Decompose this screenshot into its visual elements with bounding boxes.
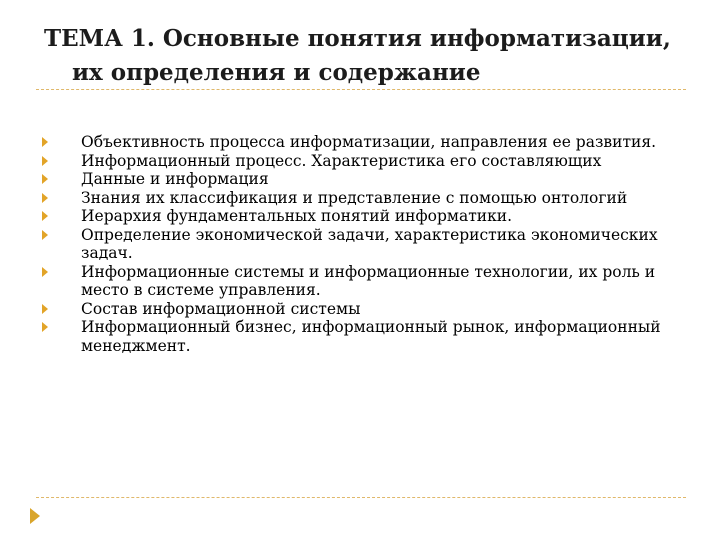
- list-item: [36, 226, 676, 263]
- list-item-text: Объективность процесса информатизации, направления ее развития.: [81, 133, 657, 151]
- list-item-text: Данные и информация: [81, 170, 269, 188]
- topic-list: [36, 133, 676, 355]
- list-item-text: Иерархия фундаментальных понятий информатики.: [81, 207, 513, 225]
- list-item: [36, 152, 676, 171]
- triangle-right-icon: [42, 304, 48, 314]
- title-line-1: ТЕМА 1. Основные понятия информатизации,: [44, 25, 671, 52]
- page-title: [44, 22, 694, 90]
- list-item-text: Знания их классификация и представление с помощью онтологий: [81, 188, 628, 207]
- bottom-divider: [36, 497, 686, 498]
- triangle-right-icon: [42, 174, 48, 184]
- top-divider: [36, 89, 686, 90]
- list-item-text: Информационные системы и информационные технологии, их роль и место в системе управления.: [81, 262, 656, 299]
- list-item: [36, 170, 676, 189]
- list-item: [36, 300, 676, 319]
- list-item-text: Определение экономической задачи, характеристика экономических задач.: [81, 225, 658, 262]
- list-item: [36, 318, 676, 355]
- list-item-text: Состав информационной системы: [81, 299, 361, 318]
- triangle-right-icon: [42, 322, 48, 332]
- triangle-right-icon: [42, 230, 48, 240]
- triangle-right-icon: [42, 193, 48, 203]
- list-item: [36, 207, 676, 226]
- triangle-right-icon: [42, 156, 48, 166]
- play-arrow-icon[interactable]: [30, 508, 40, 524]
- list-item: [36, 263, 676, 300]
- list-item-text: Информационный бизнес, информационный рынок, информационный менеджмент.: [81, 318, 661, 355]
- triangle-right-icon: [42, 137, 48, 147]
- triangle-right-icon: [42, 267, 48, 277]
- title-line-2: их определения и содержание: [72, 59, 481, 86]
- list-item-text: Информационный процесс. Характеристика его составляющих: [81, 151, 602, 170]
- list-item: [36, 189, 676, 208]
- list-item: [36, 133, 676, 152]
- triangle-right-icon: [42, 211, 48, 221]
